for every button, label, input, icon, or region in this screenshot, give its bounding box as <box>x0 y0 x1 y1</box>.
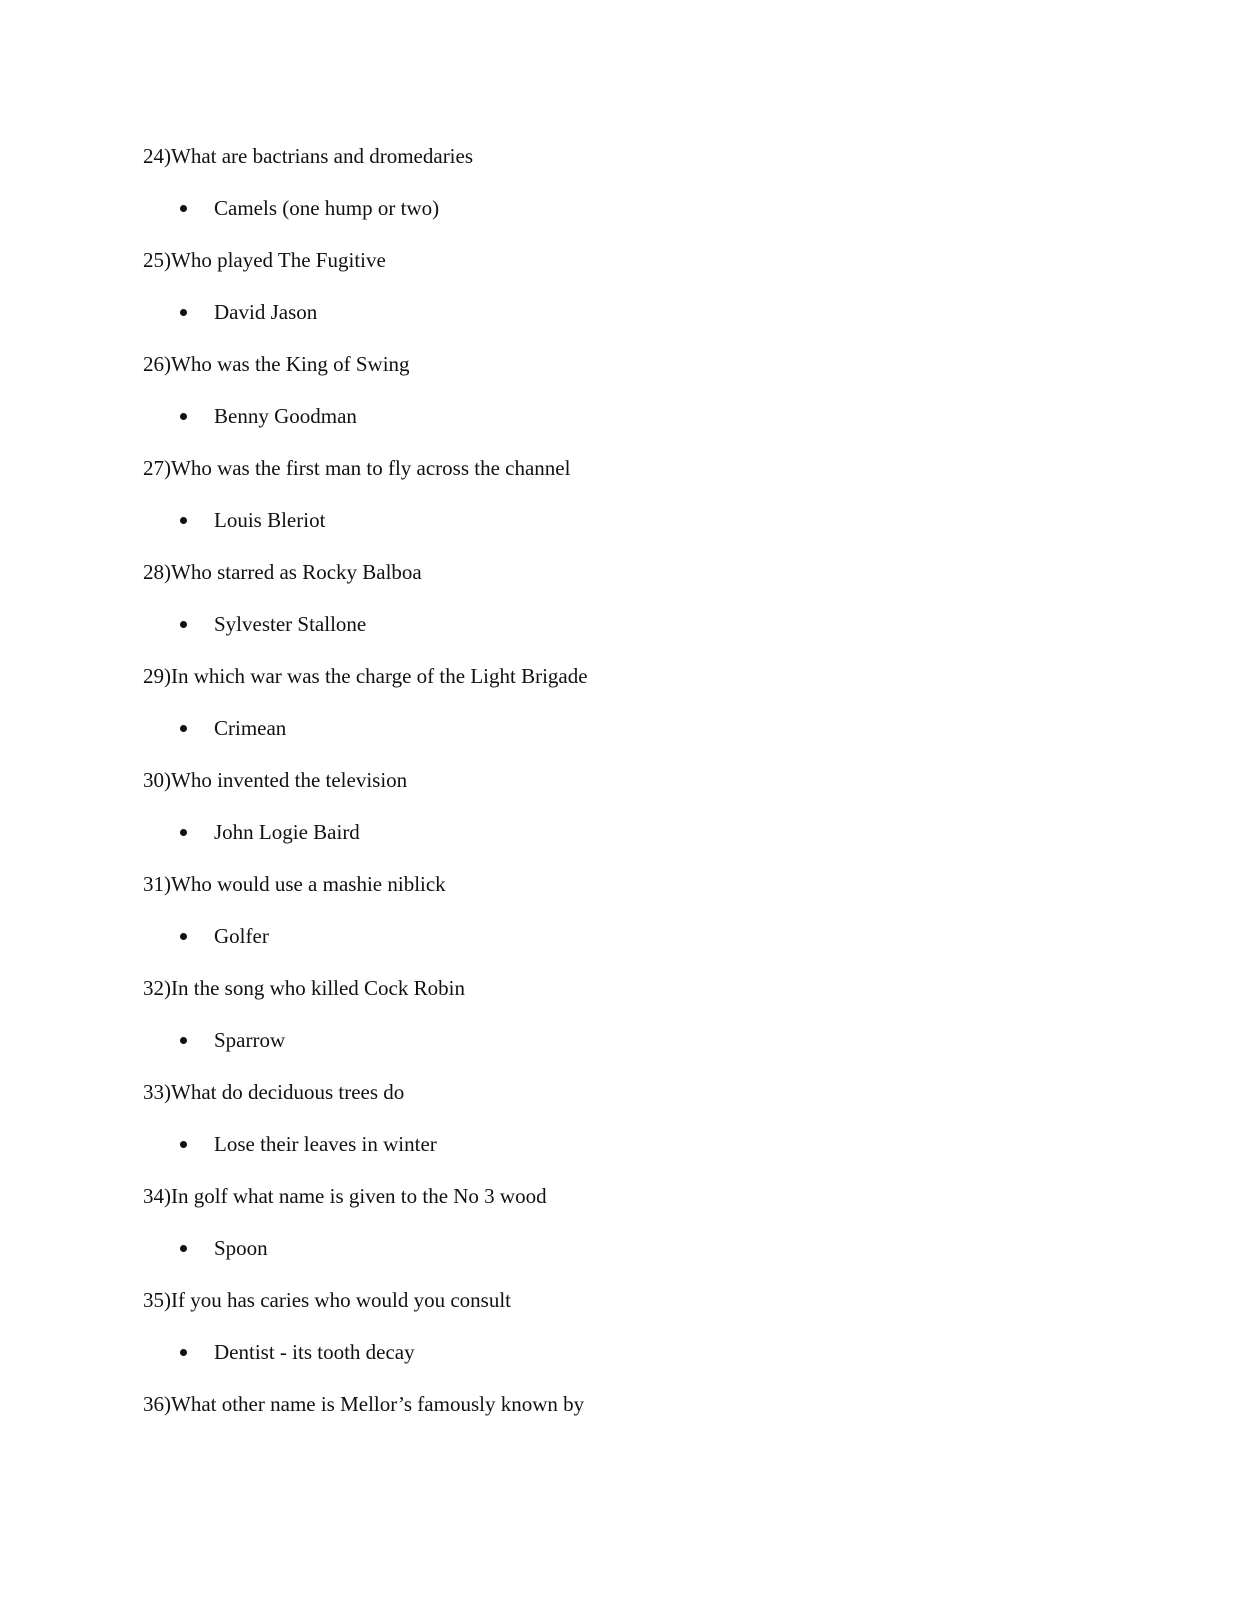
quiz-item <box>143 1181 1123 1285</box>
answer-text: Louis Bleriot <box>214 508 326 532</box>
quiz-item <box>143 661 1123 765</box>
answer-item <box>143 1129 1123 1181</box>
quiz-item <box>143 453 1123 557</box>
quiz-item <box>143 1285 1123 1389</box>
question-text: 32)In the song who killed Cock Robin <box>143 976 465 1000</box>
bullet-icon <box>180 517 187 524</box>
bullet-icon <box>180 1245 187 1252</box>
bullet-icon <box>180 829 187 836</box>
answer-item <box>143 505 1123 557</box>
bullet-icon <box>180 1141 187 1148</box>
answer-item <box>143 713 1123 765</box>
question-text: 36)What other name is Mellor’s famously known by <box>143 1392 585 1416</box>
quiz-list <box>143 141 1123 1441</box>
question-text: 34)In golf what name is given to the No 3 wood <box>143 1184 547 1208</box>
answer-text: Dentist - its tooth decay <box>214 1340 415 1364</box>
answer-text: Sparrow <box>214 1028 286 1052</box>
question-text: 27)Who was the first man to fly across the channel <box>143 456 571 480</box>
bullet-icon <box>180 621 187 628</box>
answer-item <box>143 609 1123 661</box>
answer-text: Benny Goodman <box>214 404 357 428</box>
answer-item <box>143 1337 1123 1389</box>
answer-item <box>143 193 1123 245</box>
bullet-icon <box>180 1349 187 1356</box>
answer-item <box>143 401 1123 453</box>
question-text: 35)If you has caries who would you consult <box>143 1288 512 1312</box>
quiz-item <box>143 557 1123 661</box>
answer-text: Sylvester Stallone <box>214 612 367 636</box>
bullet-icon <box>180 1037 187 1044</box>
quiz-item <box>143 245 1123 349</box>
answer-item <box>143 297 1123 349</box>
quiz-item <box>143 349 1123 453</box>
answer-text: Camels (one hump or two) <box>214 196 440 220</box>
bullet-icon <box>180 933 187 940</box>
bullet-icon <box>180 725 187 732</box>
question-text: 25)Who played The Fugitive <box>143 248 386 272</box>
answer-text: Golfer <box>214 924 269 948</box>
question-text: 30)Who invented the television <box>143 768 408 792</box>
answer-item <box>143 1233 1123 1285</box>
bullet-icon <box>180 205 187 212</box>
bullet-icon <box>180 413 187 420</box>
answer-item <box>143 921 1123 973</box>
answer-text: Crimean <box>214 716 287 740</box>
answer-item <box>143 1025 1123 1077</box>
quiz-item <box>143 765 1123 869</box>
answer-text: David Jason <box>214 300 318 324</box>
quiz-item <box>143 869 1123 973</box>
answer-text: John Logie Baird <box>214 820 360 844</box>
question-text: 26)Who was the King of Swing <box>143 352 410 376</box>
answer-text: Lose their leaves in winter <box>214 1132 437 1156</box>
quiz-item <box>143 141 1123 245</box>
answer-text: Spoon <box>214 1236 268 1260</box>
quiz-item <box>143 1077 1123 1181</box>
question-text: 28)Who starred as Rocky Balboa <box>143 560 422 584</box>
quiz-item <box>143 1389 1123 1441</box>
answer-item <box>143 817 1123 869</box>
question-text: 24)What are bactrians and dromedaries <box>143 144 474 168</box>
question-text: 33)What do deciduous trees do <box>143 1080 405 1104</box>
quiz-item <box>143 973 1123 1077</box>
bullet-icon <box>180 309 187 316</box>
question-text: 29)In which war was the charge of the Light Brigade <box>143 664 588 688</box>
question-text: 31)Who would use a mashie niblick <box>143 872 446 896</box>
